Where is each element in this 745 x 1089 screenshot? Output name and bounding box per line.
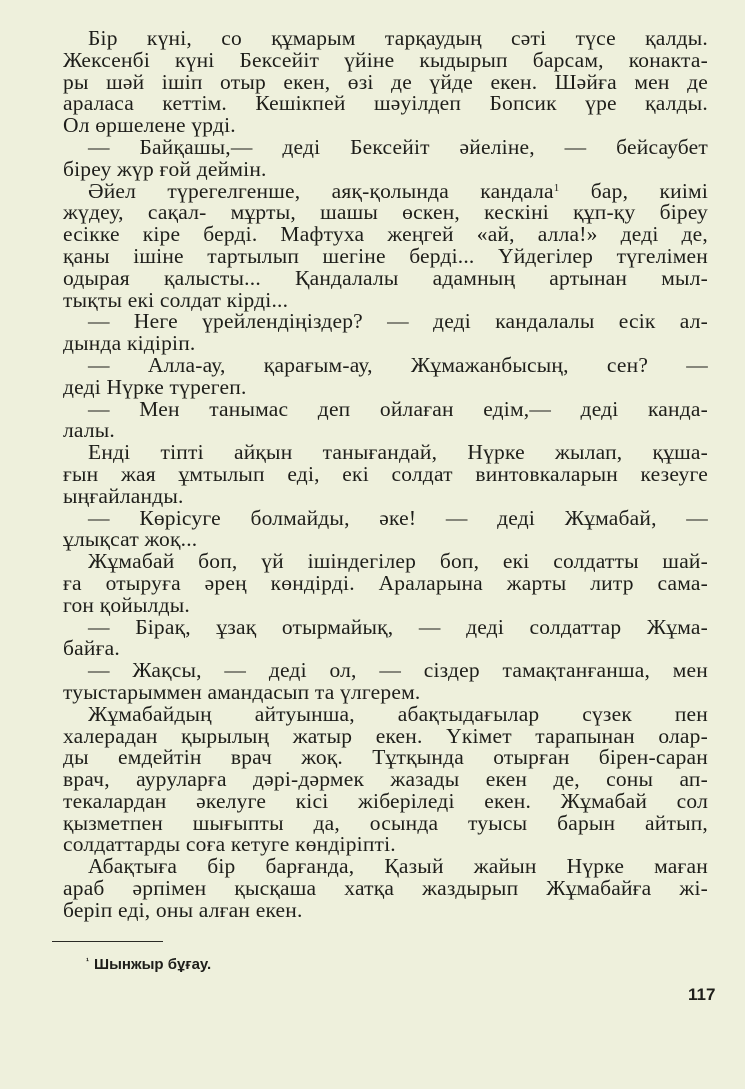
text-line: — Мен танымас деп ойлаған едім,— деді канда- [88, 396, 708, 421]
paragraph [63, 442, 708, 507]
text-line: біреу жүр ғой деймін. [63, 156, 267, 181]
paragraph [63, 28, 708, 137]
text-line: — Алла-ау, қарағым-ау, Жұмажанбысың, сен? — [88, 352, 708, 377]
paragraph [63, 856, 708, 921]
text-line: текалардан әкелуге кісі жіберіледі екен. Жұмабай сол [63, 788, 708, 813]
text-line: ғын жая ұмтылып еді, екі солдат винтовкаларын кезеуге [63, 461, 708, 486]
text-line: ұлықсат жоқ... [63, 527, 198, 552]
paragraph [63, 311, 708, 355]
text-line: қызметпен шығыпты да, осында туысы барын айтып, [63, 810, 708, 835]
text-line: врач, ауруларға дәрі-дәрмек жазады екен де, соны ап- [63, 767, 708, 792]
text-line: Енді тіпті айқын танығандай, Нүрке жылап, құша- [88, 440, 708, 465]
paragraph [63, 551, 708, 616]
text-line: ры шәй ішіп отыр екен, өзі де үйде екен. Шәйға мен де [63, 69, 708, 94]
footnote-ref: 1 [553, 181, 560, 194]
text-line: — Неге үрейлендіңіздер? — деді кандалалы есік ал- [88, 309, 708, 334]
paragraph [63, 352, 708, 399]
text-line: гон қойылды. [63, 592, 190, 617]
text-line: тықты екі солдат кірді... [63, 287, 289, 312]
text-line: қаны ішіне тартылып шегіне берді... Үйдегілер түгелімен [63, 243, 708, 268]
text-line: туыстарыммен амандасып та үлгерем. [63, 679, 421, 704]
text-line: лалы. [63, 418, 116, 443]
text-line: Жұмабай боп, үй ішіндегілер боп, екі солдатты шай- [88, 549, 708, 574]
paragraph [63, 701, 708, 857]
text-line: — Жақсы, — деді ол, — сіздер тамақтанғанша, мен [88, 658, 708, 683]
text-line: байға. [63, 636, 120, 661]
text-line: ыңғайланды. [63, 483, 184, 508]
paragraph [63, 396, 708, 443]
paragraph [63, 178, 708, 312]
text-line: халерадан қырылың жатыр екен. Үкімет тарапынан олар- [63, 723, 708, 748]
text-line: — Байқашы,— деді Бексейіт әйеліне, — бейсаубет [88, 134, 708, 159]
paragraph [63, 660, 708, 704]
paragraph [63, 614, 708, 661]
footnote-divider [52, 941, 163, 942]
text-line: Бір күні, со құмарым тарқаудың сәті түсе қалды. [88, 26, 708, 50]
footnote [86, 956, 211, 973]
text-line: — Көрісуге болмайды, әке! — деді Жұмабай, — [88, 505, 708, 530]
text-line: Ол өршелене үрді. [63, 113, 236, 138]
text-line: ға отыруға әрең көндірді. Араларына жарты литр сама- [63, 570, 708, 595]
text-line: ды емдейтін врач жоқ. Тұтқында отырған бірен-саран [63, 745, 708, 770]
text-line: Абақтыға бір барғанда, Қазый жайын Нүрке маған [88, 854, 708, 879]
text-line: одырая қалысты... Қандалалы адамның артынан мыл- [63, 265, 708, 290]
footnote-marker: ¹ [86, 956, 89, 966]
text-line: Жексенбі күні Бексейіт үйіне кыдырып барсам, конакта- [63, 47, 708, 72]
paragraph [63, 134, 708, 181]
text-line: араб әрпімен қысқаша хатқа жаздырып Жұмабайға жі- [63, 876, 708, 901]
text-line: деді Нүрке түрегеп. [63, 374, 247, 399]
text-line: солдаттарды соға кетуге көндіріпті. [63, 832, 396, 857]
text-line: жүдеу, сақал- мұрты, шашы өскен, кескіні құп-қу біреу [63, 200, 708, 225]
text-line: — Бірақ, ұзақ отырмайық, — деді солдаттар Жұма- [88, 614, 708, 639]
text-line: араласа кеттім. Кешікпей шәуілдеп Бопсик үре қалды. [63, 91, 708, 116]
text-line: есікке кіре берді. Мафтуха жеңгей «ай, алла!» деді де, [63, 222, 708, 247]
footnote-text: Шынжыр бұғау. [94, 956, 212, 973]
text-line: Жұмабайдың айтуынша, абақтыдағылар сүзек пен [88, 701, 708, 726]
body-text [63, 28, 708, 922]
text-line: дында кідіріп. [63, 331, 196, 356]
text-line: Әйел түрегелгенше, аяқ-қолында кандала$^1$ бар, киімі [88, 178, 708, 203]
page-number: 117 [688, 985, 716, 1004]
text-line: беріп еді, оны алған екен. [63, 897, 303, 922]
paragraph [63, 505, 708, 552]
